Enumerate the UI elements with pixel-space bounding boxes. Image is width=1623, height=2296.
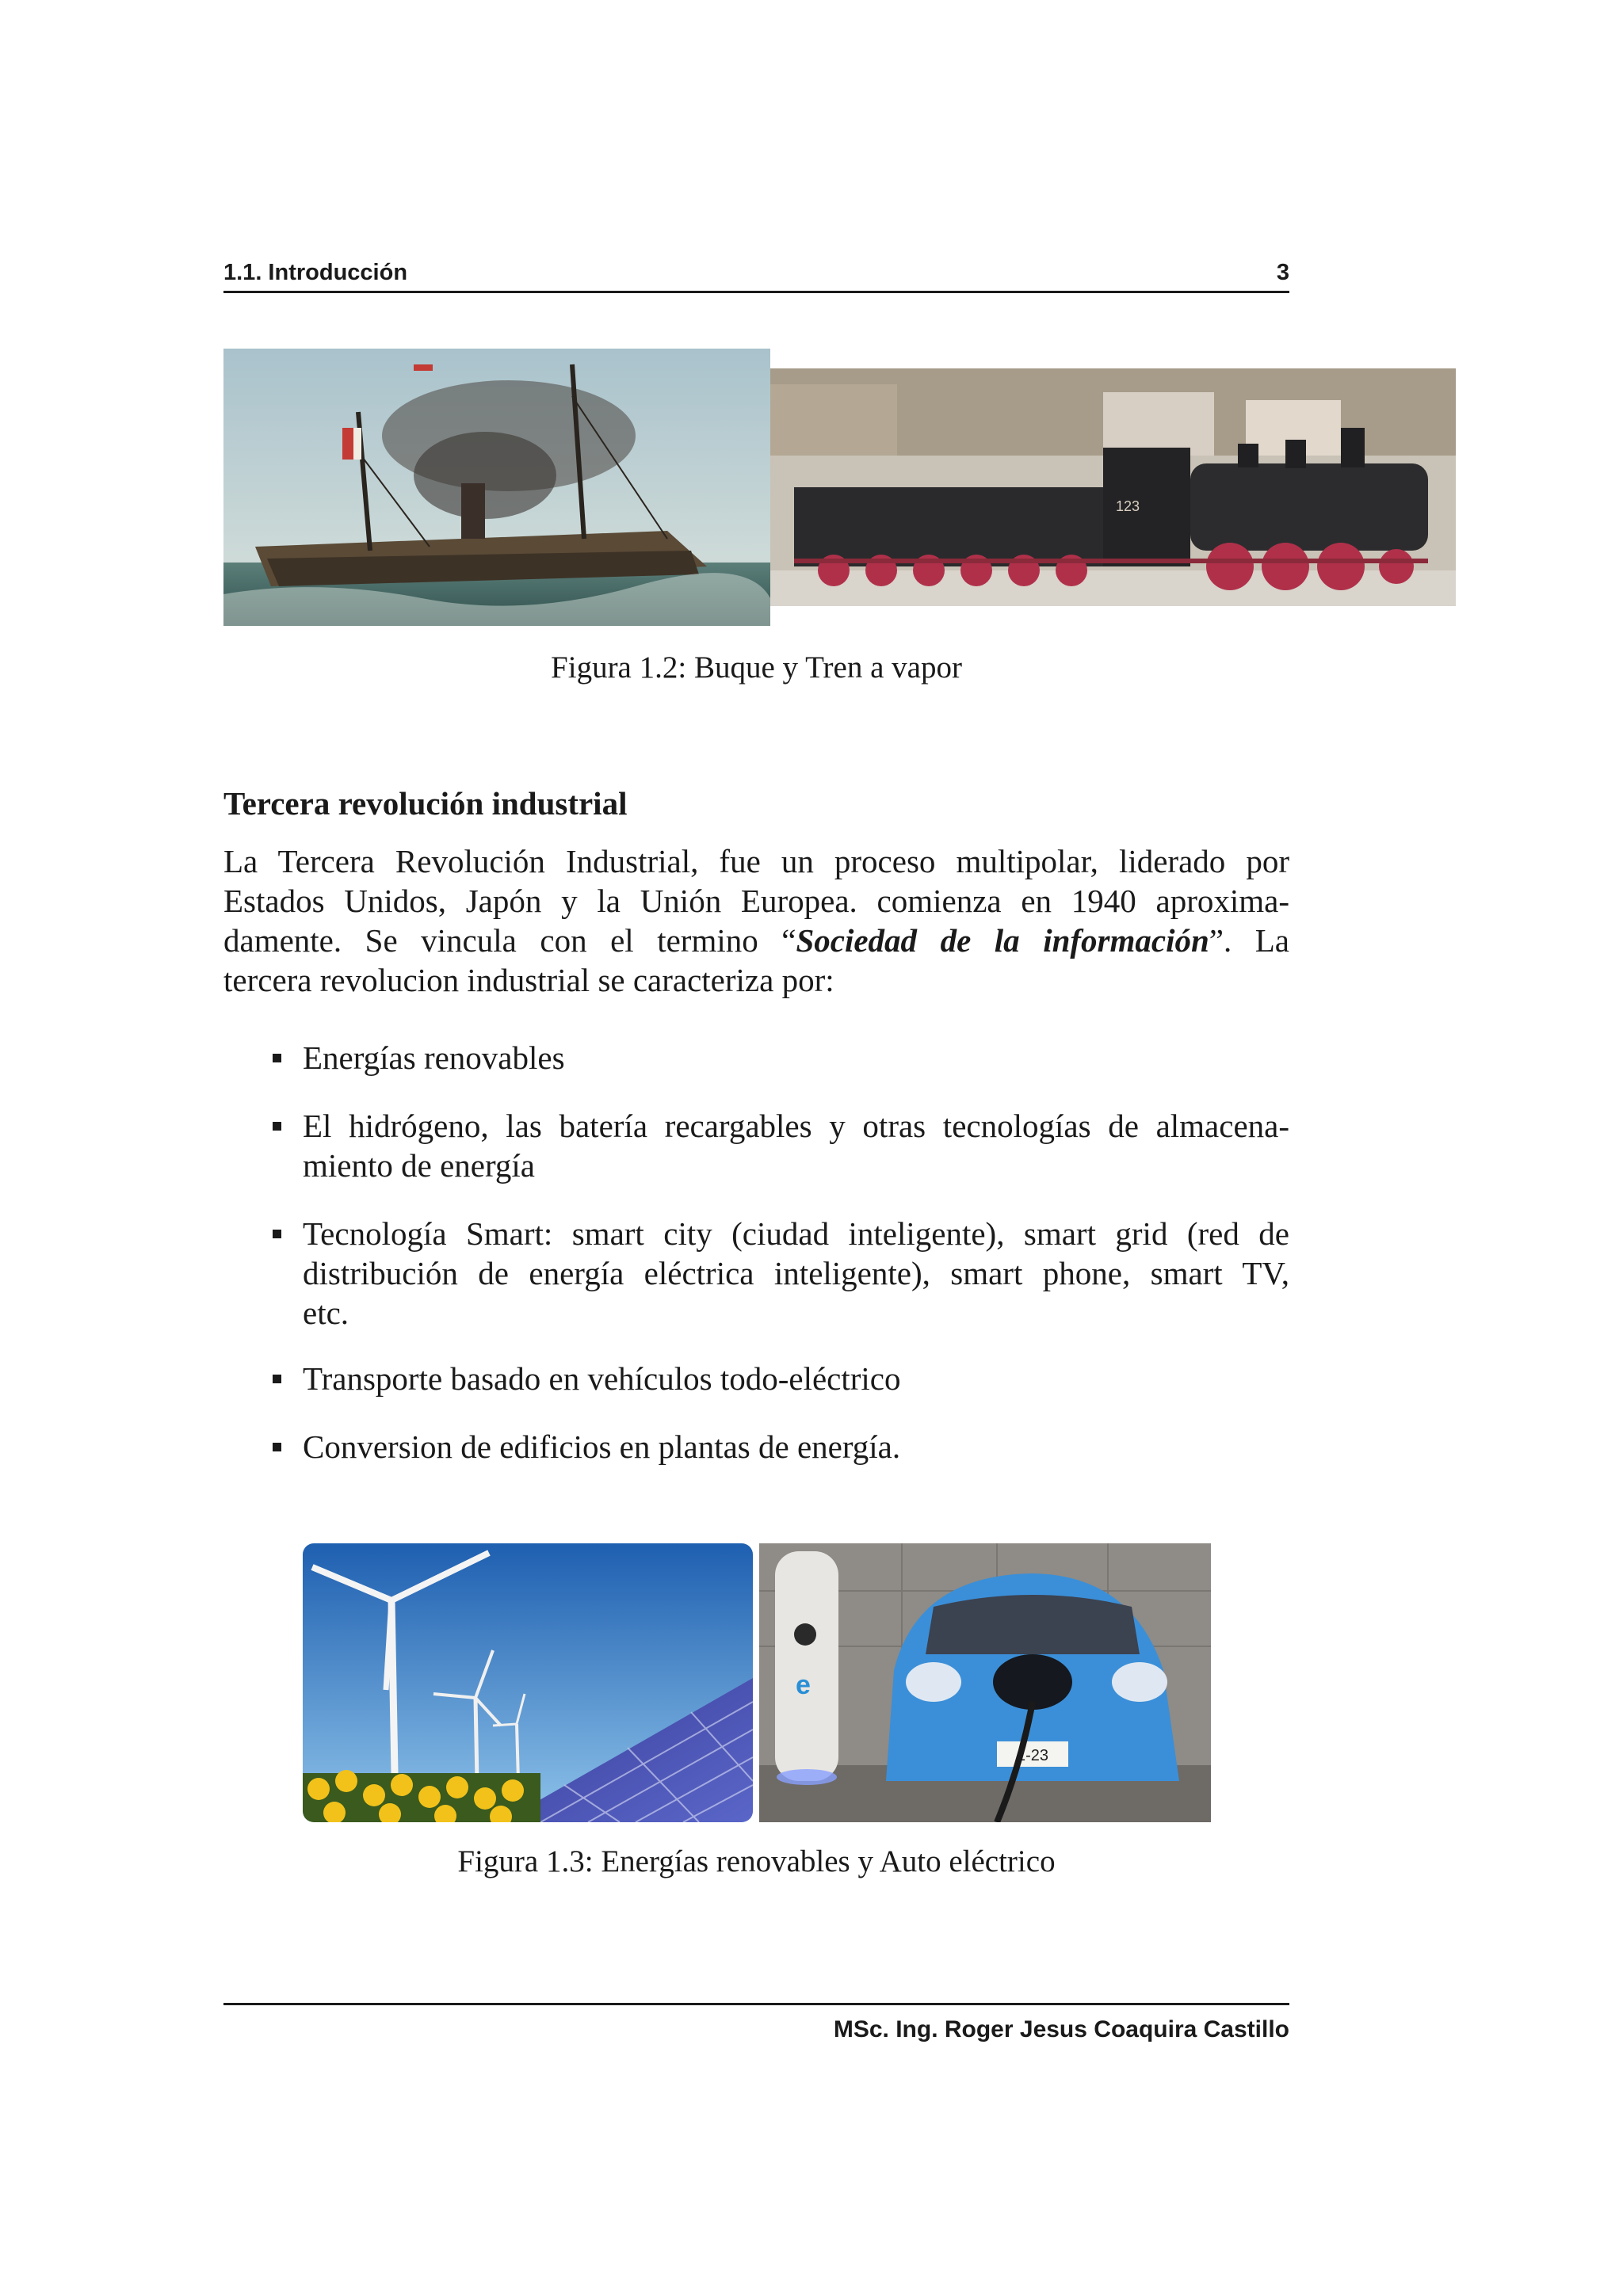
list-item-text: Transporte basado en vehículos todo-eléctrico [303,1360,901,1397]
figure-1-2-caption: Figura 1.2: Buque y Tren a vapor [551,650,962,685]
header-rule [223,291,1289,293]
paragraph-text: damente. Se vincula con el termino “ [223,922,796,959]
steamship-image [223,349,770,626]
figure-1-3-caption: Figura 1.3: Energías renovables y Auto eléctrico [457,1844,1056,1878]
section-title: Tercera revolución industrial [223,785,628,822]
footer-author: MSc. Ing. Roger Jesus Coaquira Castillo [833,2016,1289,2042]
license-plate: 1-23 [1017,1747,1049,1764]
bullet-marker [273,1375,281,1383]
paragraph-line: Estados Unidos, Japón y la Unión Europea. comienza en 1940 aproxima- [223,883,1289,919]
section-paragraph [223,841,1289,1000]
bullet-marker [273,1122,281,1131]
list-item-text: distribución de energía eléctrica inteligente), smart phone, smart TV, [303,1255,1289,1291]
list-item-text: etc. [303,1295,349,1331]
bullet-marker [273,1054,281,1062]
steam-train-image [770,368,1456,606]
header-section: 1.1. Introducción [223,260,408,285]
footer-rule [223,2003,1289,2005]
list-item-text: Conversion de edificios en plantas de energía. [303,1428,901,1465]
list-item-text: Energías renovables [303,1039,565,1076]
list-item-text: Tecnología Smart: smart city (ciudad inteligente), smart grid (red de [303,1215,1289,1252]
list-item-text: miento de energía [303,1147,535,1184]
bullet-marker [273,1443,281,1451]
list-item-text: El hidrógeno, las batería recargables y otras tecnologías de almacena- [303,1108,1289,1144]
paragraph-line: La Tercera Revolución Industrial, fue un proceso multipolar, liderado por [223,843,1289,879]
train-number-plate: 123 [1116,498,1140,514]
bullet-marker [273,1230,281,1238]
svg-text:e: e [796,1670,811,1700]
renewable-energy-image [303,1543,753,1822]
running-header [223,257,1289,290]
emphasis-term: Sociedad de la información [796,922,1209,959]
paragraph-text: ”. La [1209,922,1289,959]
electric-car-image [759,1543,1211,1822]
paragraph-line: tercera revolucion industrial se caracteriza por: [223,962,834,998]
page-number: 3 [1276,260,1289,285]
paragraph-line [223,921,1289,960]
